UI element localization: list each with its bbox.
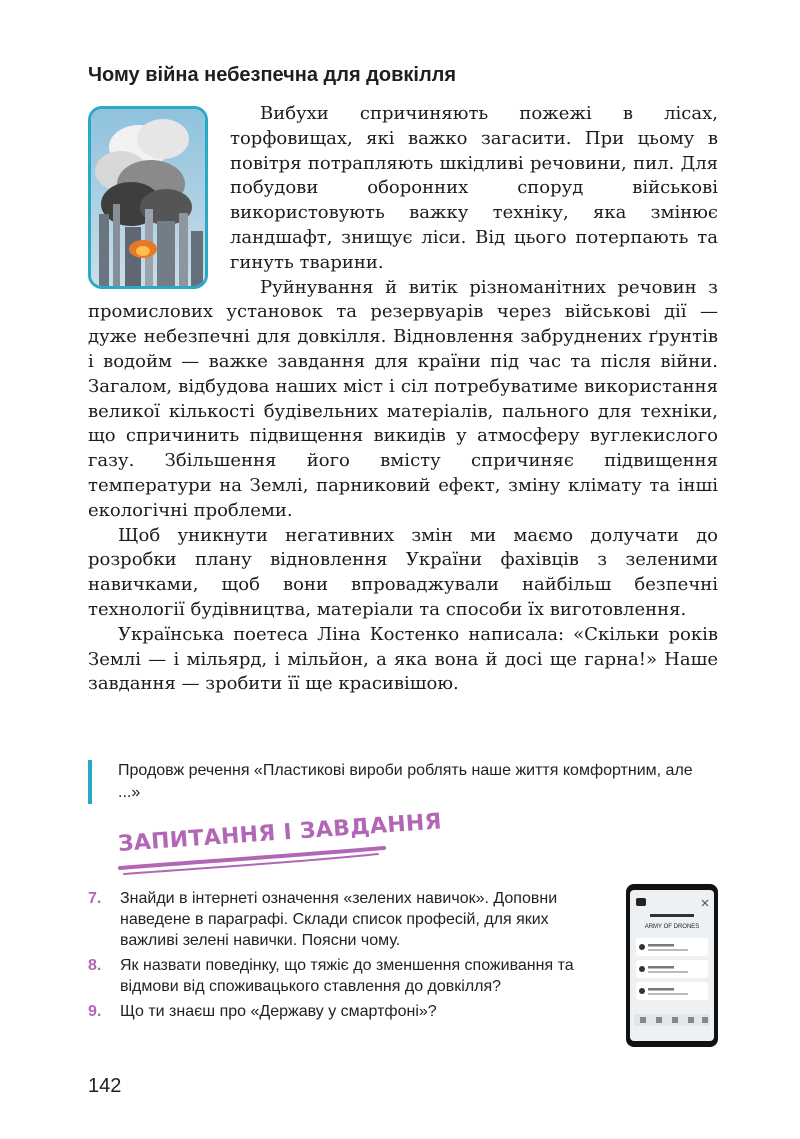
paragraph: Вибухи спричиняють пожежі в лісах, торфовищах, які важко загасити. При цьому в повітря потрапляють шкідливі речовини, пил. Для побудови оборонних споруд військові використовують важку техніку, яка змінює ландшафт, знищує ліси. Від цього потерпають та гинуть тварини.	[230, 103, 718, 273]
page-number: 142	[88, 1075, 122, 1097]
task-number: 8.	[88, 957, 102, 974]
questions-title: ЗАПИТАННЯ І ЗАВДАННЯ	[117, 809, 443, 857]
task-list	[88, 888, 610, 1026]
task-item	[88, 955, 610, 997]
section-heading: Чому війна небезпечна для довкілля	[88, 64, 457, 86]
task-text: Як назвати поведінку, що тяжіє до зменшення споживання та відмови від споживацького ставлення до довкілля?	[120, 957, 574, 995]
task-number: 9.	[88, 1003, 102, 1020]
task-number: 7.	[88, 890, 102, 907]
questions-header	[112, 809, 443, 882]
paragraph: Руйнування й витік різноманітних речовин з промислових установок та резервуарів через військові дії — дуже небезпечні для довкілля. Відновлення забруднених ґрунтів і водойм — важке завдання для країни під час та після війни. Загалом, відбудова наших міст і сіл потребуватиме використання великої кількості будівельних матеріалів, пального для техніки, що спричинить підвищення викидів у атмосферу вуглекислого газу. Збільшення його вмісту спричиняє підвищення температури на Землі, парниковий ефект, зміну клімату та інші екологічні проблеми.	[88, 276, 718, 521]
task-item	[88, 888, 610, 951]
task-text: Що ти знаєш про «Державу у смартфоні»?	[120, 1003, 437, 1020]
task-item	[88, 1001, 610, 1022]
paragraph: Щоб уникнути негативних змін ми маємо долучати до розробки плану відновлення України фахівців з зеленими навичками, щоб вони впроваджували найбільш безпечні технології будівництва, матеріали та способи їх виготовлення.	[88, 524, 718, 620]
diia-app-screen	[626, 884, 718, 1047]
task-text: Знайди в інтернеті означення «зелених навичок». Доповни наведене в параграфі. Склади список професій, для яких важливі зелені навички. Поясни чому.	[120, 890, 558, 949]
main-text	[88, 102, 718, 697]
paragraph: Українська поетеса Ліна Костенко написала: «Скільки років Землі — і мільярд, і мільйон, а яка вона й досі ще гарна!» Наше завдання — зробити її ще красивішою.	[88, 623, 718, 695]
photo-spacer	[88, 102, 230, 282]
smartphone-illustration	[626, 884, 718, 1047]
phone-screen-title: ARMY OF DRONES	[644, 924, 700, 930]
task-note: Продовж речення «Пластикові вироби роблять наше життя комфортним, але ...»	[88, 760, 718, 804]
